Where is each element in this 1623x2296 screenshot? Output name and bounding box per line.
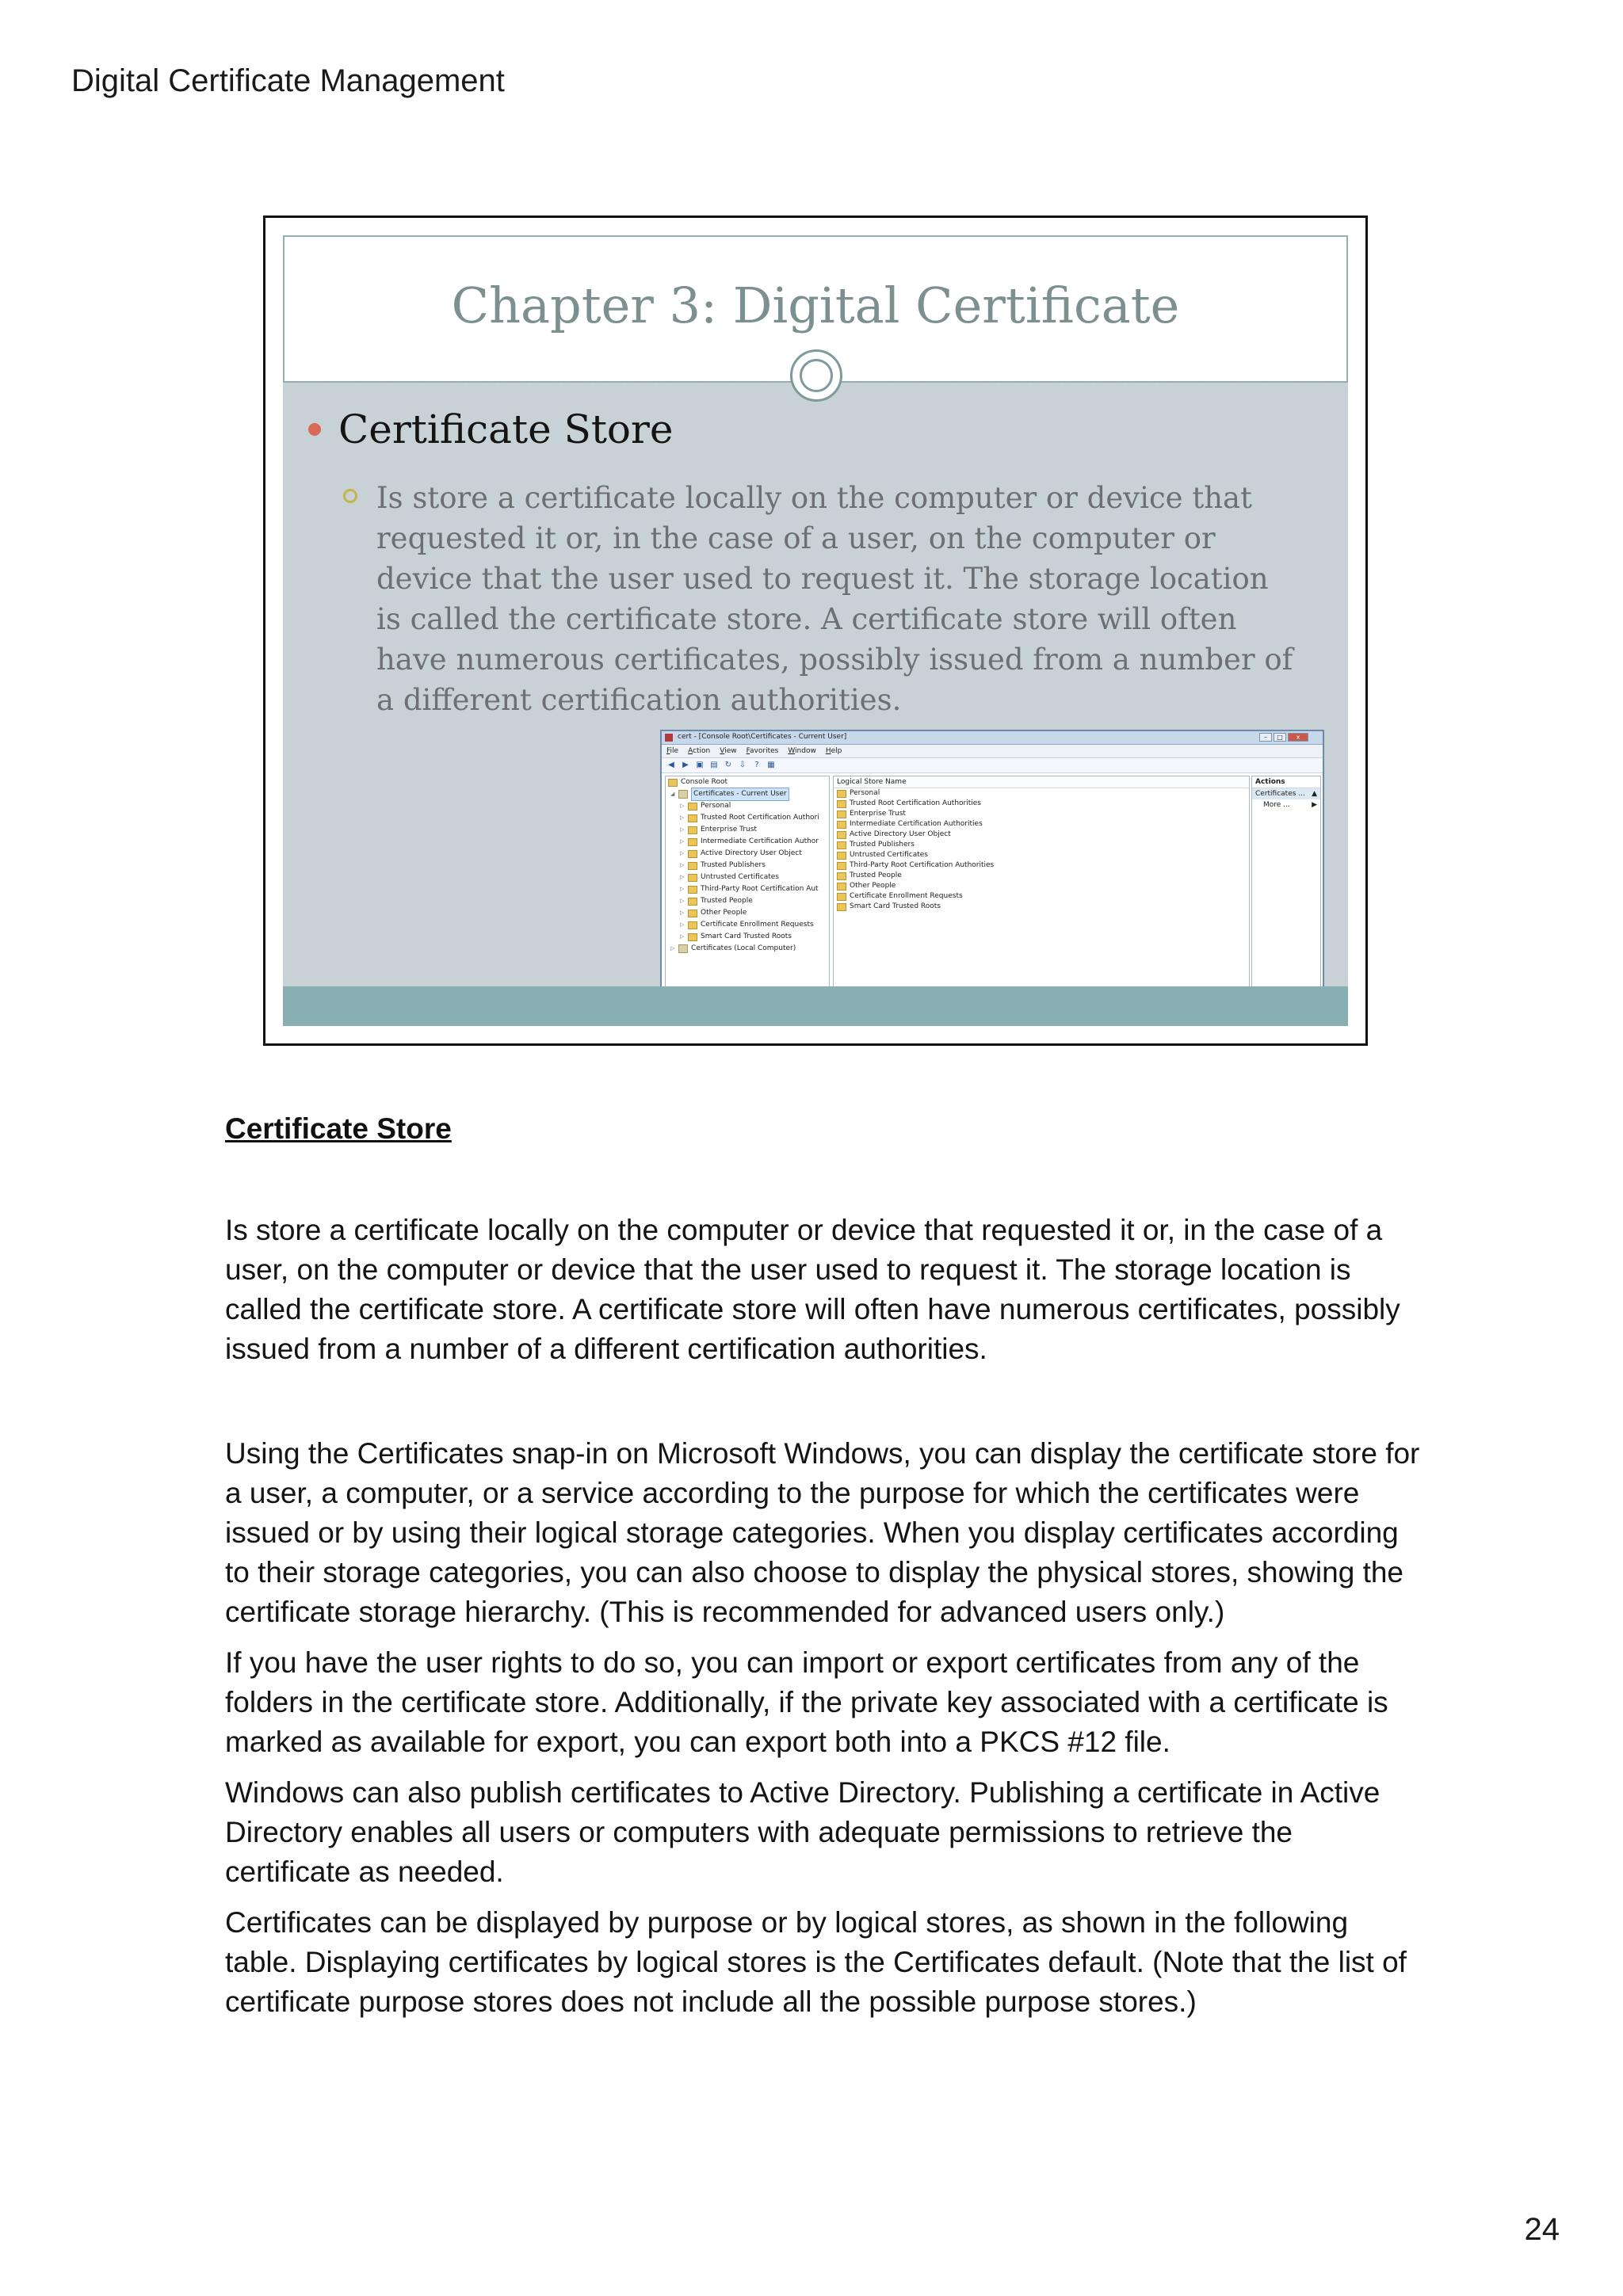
list-item	[834, 871, 1249, 881]
tree-node-label: Personal	[701, 802, 731, 810]
notes-paragraph: Using the Certificates snap-in on Microsoft Windows, you can display the certificate store for a user, a computer, or a service according to the purpose for which the certificates were issued or by using their logical storage categories. When you display certificates according to their storage categories, you can also choose to display the physical stores, showing the certificate storage hierarchy. (This is recommended for advanced users only.)	[225, 1437, 1420, 1628]
circle-ornament-icon	[790, 349, 842, 402]
list-item	[834, 788, 1249, 799]
list-item-label: Other People	[850, 882, 896, 890]
collapsed-arrow-icon: ▷	[680, 803, 685, 809]
certificate-icon	[678, 944, 688, 953]
collapsed-arrow-icon: ▷	[680, 933, 685, 940]
tree-node-store	[666, 860, 829, 871]
back-arrow-icon: ◀	[668, 761, 674, 769]
refresh-icon: ↻	[724, 761, 732, 769]
console-title-bar	[662, 731, 1323, 745]
tree-node-local-computer	[666, 943, 829, 955]
page-number: 24	[1524, 2212, 1560, 2247]
collapsed-arrow-icon: ▷	[680, 826, 685, 833]
collapsed-arrow-icon: ▷	[680, 921, 685, 928]
notes-paragraph: Certificates can be displayed by purpose or by logical stores, as shown in the following table. Displaying certificates by logical stores is the Certificates default. (Note that the list of certificate purpose stores does not include all the possible purpose stores.)	[225, 1906, 1407, 2018]
collapsed-arrow-icon: ▷	[670, 945, 675, 952]
folder-up-icon: ▣	[696, 761, 704, 769]
tree-node-store	[666, 919, 829, 931]
folder-icon	[837, 790, 846, 798]
folder-icon	[688, 874, 697, 882]
tree-node-console-root	[666, 776, 829, 788]
actions-certificates	[1252, 788, 1320, 799]
list-item-label: Personal	[850, 789, 880, 797]
slide-title: Chapter 3: Digital Certificate	[451, 277, 1180, 334]
folder-icon	[688, 933, 697, 941]
tree-node-label: Trusted Root Certification Authori	[701, 814, 819, 822]
list-item-label: Trusted Publishers	[850, 841, 915, 849]
folder-icon	[837, 883, 846, 891]
tree-node-store	[666, 848, 829, 860]
folder-icon	[837, 893, 846, 901]
tree-node-label: Smart Card Trusted Roots	[701, 933, 792, 940]
folder-icon	[837, 903, 846, 911]
collapsed-arrow-icon: ▷	[680, 814, 685, 821]
folder-icon	[688, 886, 697, 894]
notes-section	[225, 1112, 1422, 2033]
slide-image	[263, 215, 1368, 1046]
folder-icon	[688, 803, 697, 810]
slide-sub-bullet-text: Is store a certificate locally on the computer or device that requested it or, in the case of a user, on the computer or device that the user used to request it. The storage location is called the certificate store. A certificate store will often have numerous certificates, possibly issued from a number of a different certification authorities.	[376, 481, 1293, 717]
list-item-label: Smart Card Trusted Roots	[850, 902, 941, 910]
notes-heading: Certificate Store	[225, 1112, 452, 1145]
maximize-icon: □	[1274, 733, 1286, 742]
collapse-up-icon: ▲	[1312, 790, 1317, 798]
tree-node-label: Enterprise Trust	[701, 826, 757, 833]
list-item-label: Certificate Enrollment Requests	[850, 892, 963, 900]
tree-node-store	[666, 812, 829, 824]
list-item	[834, 860, 1249, 871]
tree-node-label: Certificate Enrollment Requests	[701, 921, 814, 929]
list-item	[834, 809, 1249, 819]
tree-node-store	[666, 907, 829, 919]
tree-node-label: Intermediate Certification Author	[701, 837, 819, 845]
list-item	[834, 840, 1249, 850]
list-item	[834, 881, 1249, 891]
collapsed-arrow-icon: ▷	[680, 910, 685, 916]
tree-node-label: Trusted Publishers	[701, 861, 766, 869]
expanded-arrow-icon: ◢	[670, 791, 675, 797]
console-window-title: cert - [Console Root\Certificates - Current User]	[678, 733, 847, 741]
document-header: Digital Certificate Management	[71, 63, 505, 98]
folder-icon	[668, 779, 678, 787]
collapsed-arrow-icon: ▷	[680, 886, 685, 892]
list-item-label: Trusted People	[850, 871, 902, 879]
actions-header: Actions	[1252, 776, 1320, 788]
list-item	[834, 902, 1249, 912]
tree-node-store	[666, 871, 829, 883]
list-item-label: Enterprise Trust	[850, 810, 906, 818]
folder-icon	[837, 841, 846, 849]
menu-favorites: Favorites	[746, 747, 779, 755]
submenu-arrow-icon: ▶	[1312, 801, 1317, 809]
list-item	[834, 850, 1249, 860]
list-item	[834, 830, 1249, 840]
list-item-label: Intermediate Certification Authorities	[850, 820, 983, 828]
folder-icon	[688, 814, 697, 822]
hollow-circle-bullet-icon	[343, 489, 357, 503]
forward-arrow-icon: ▶	[682, 761, 689, 769]
certificate-icon	[678, 790, 688, 799]
menu-help: Help	[825, 747, 842, 755]
list-item	[834, 891, 1249, 902]
bullet-dot-icon	[308, 423, 321, 436]
tree-node-store	[666, 931, 829, 943]
properties-icon: ▦	[767, 761, 775, 769]
slide	[283, 235, 1348, 1026]
tree-node-store	[666, 836, 829, 848]
minimize-icon: –	[1259, 733, 1272, 742]
menu-view: View	[720, 747, 737, 755]
tree-node-label: Active Directory User Object	[701, 849, 802, 857]
folder-icon	[837, 821, 846, 829]
console-app-icon	[665, 734, 673, 742]
collapsed-arrow-icon: ▷	[680, 874, 685, 880]
folder-icon	[688, 826, 697, 834]
folder-icon	[688, 910, 697, 917]
tree-node-label: Untrusted Certificates	[701, 873, 779, 881]
tree-node-label: Other People	[701, 909, 747, 917]
tree-node-current-user	[666, 788, 829, 800]
folder-icon	[837, 862, 846, 870]
list-item-label: Trusted Root Certification Authorities	[850, 799, 981, 807]
menu-file: File	[666, 747, 679, 755]
folder-icon	[837, 831, 846, 839]
notes-paragraph: Is store a certificate locally on the computer or device that requested it or, in the case of a user, on the computer or device that the user used to request it. The storage location is called the certificate store. A certificate store will often have numerous certificates, possibly issued from a number of a different certification authorities.	[225, 1214, 1400, 1365]
tree-node-label: Console Root	[681, 778, 727, 786]
console-toolbar	[662, 758, 1323, 773]
export-icon: ⇩	[739, 761, 747, 769]
notes-paragraph: If you have the user rights to do so, you can import or export certificates from any of the folders in the certificate store. Additionally, if the private key associated with a certificate is marked as available for export, you can export both into a PKCS #12 file.	[225, 1646, 1388, 1758]
tree-node-store	[666, 800, 829, 812]
tree-node-label: Certificates (Local Computer)	[691, 944, 796, 952]
console-menu-bar	[662, 745, 1323, 758]
list-items	[834, 788, 1249, 912]
tree-node-label: Third-Party Root Certification Aut	[701, 885, 819, 893]
actions-more-label: More ...	[1263, 801, 1290, 809]
folder-icon	[688, 921, 697, 929]
slide-bullet-text: Certificate Store	[338, 406, 674, 452]
list-column-header: Logical Store Name	[834, 776, 1249, 788]
folder-icon	[837, 852, 846, 860]
menu-action: Action	[688, 747, 711, 755]
collapsed-arrow-icon: ▷	[680, 850, 685, 856]
list-item-label: Third-Party Root Certification Authorities	[850, 861, 995, 869]
menu-window: Window	[788, 747, 816, 755]
list-item	[834, 819, 1249, 830]
list-item-label: Untrusted Certificates	[850, 851, 928, 859]
folder-icon	[688, 838, 697, 846]
folder-icon	[688, 850, 697, 858]
folder-icon	[688, 862, 697, 870]
collapsed-arrow-icon: ▷	[680, 838, 685, 845]
tree-node-store	[666, 883, 829, 895]
actions-more	[1252, 799, 1320, 810]
collapsed-arrow-icon: ▷	[680, 898, 685, 904]
close-icon: x	[1288, 733, 1308, 742]
notes-paragraph: Windows can also publish certificates to Active Directory. Publishing a certificate in Active Directory enables all users or computers with adequate permissions to retrieve the certificate as needed.	[225, 1776, 1381, 1888]
console-tree-icon: ▤	[710, 761, 718, 769]
help-icon: ?	[754, 761, 759, 769]
slide-bullet	[308, 406, 674, 452]
certificates-console-screenshot	[660, 730, 1324, 1026]
list-item	[834, 799, 1249, 809]
tree-children	[666, 800, 829, 943]
folder-icon	[837, 800, 846, 808]
folder-icon	[837, 810, 846, 818]
tree-node-store	[666, 895, 829, 907]
actions-certificates-label: Certificates ...	[1255, 790, 1305, 798]
slide-sub-bullet	[343, 478, 1302, 720]
slide-bottom-band	[283, 986, 1348, 1026]
tree-node-label: Certificates - Current User	[691, 788, 789, 801]
tree-node-store	[666, 824, 829, 836]
tree-node-label: Trusted People	[701, 897, 753, 905]
folder-icon	[837, 872, 846, 880]
folder-icon	[688, 898, 697, 906]
list-item-label: Active Directory User Object	[850, 830, 951, 838]
collapsed-arrow-icon: ▷	[680, 862, 685, 868]
